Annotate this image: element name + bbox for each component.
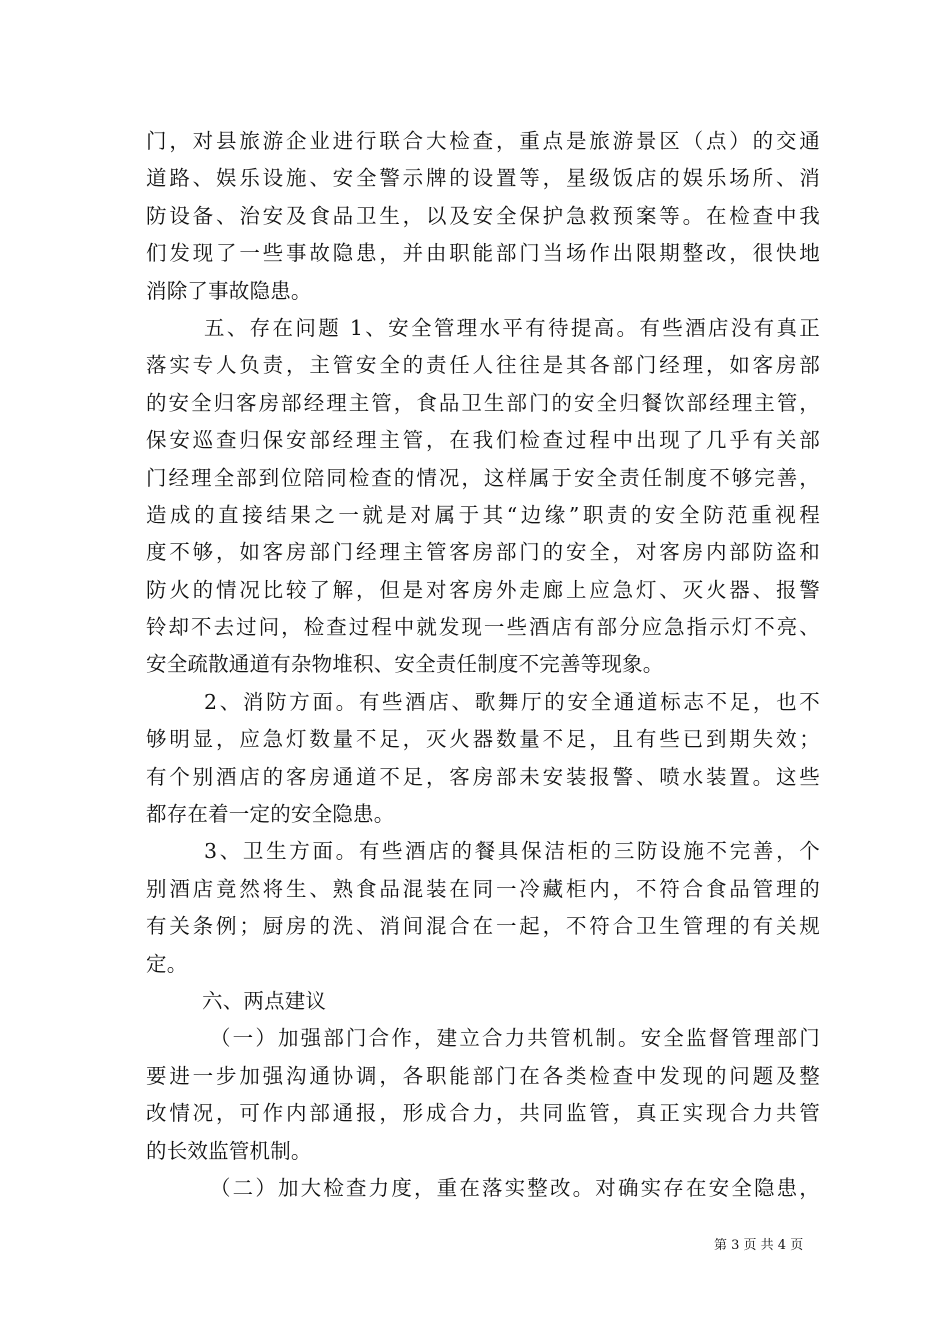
paragraph-line: 度不够，如客房部门经理主管客房部门的安全，对客房内部防盗和 xyxy=(146,540,820,565)
paragraph-line: 防设备、治安及食品卫生，以及安全保护急救预案等。在检查中我 xyxy=(146,203,820,228)
paragraph-line: 改情况，可作内部通报，形成合力，共同监管，真正实现合力共管 xyxy=(146,1101,820,1126)
paragraph-line: （二）加大检查力度，重在落实整改。对确实存在安全隐患， xyxy=(210,1175,820,1200)
paragraph-line: （一）加强部门合作，建立合力共管机制。安全监督管理部门 xyxy=(210,1026,820,1051)
page-number-footer: 第 3 页 共 4 页 xyxy=(714,1238,804,1253)
paragraph-line: 安全疏散通道有杂物堆积、安全责任制度不完善等现象。 xyxy=(146,652,664,677)
paragraph-line: 道路、娱乐设施、安全警示牌的设置等，星级饭店的娱乐场所、消 xyxy=(146,166,820,191)
paragraph-line: 有个别酒店的客房通道不足，客房部未安装报警、喷水装置。这些 xyxy=(146,764,820,789)
paragraph-line: 们发现了一些事故隐患，并由职能部门当场作出限期整改，很快地 xyxy=(146,241,820,266)
paragraph-line: 五、存在问题 1、安全管理水平有待提高。有些酒店没有真正 xyxy=(204,315,820,340)
section-heading: 六、两点建议 xyxy=(202,988,327,1013)
paragraph-line: 都存在着一定的安全隐患。 xyxy=(146,802,395,827)
paragraph-line: 别酒店竟然将生、熟食品混装在同一冷藏柜内，不符合食品管理的 xyxy=(146,876,820,901)
paragraph-line: 2、消防方面。有些酒店、歌舞厅的安全通道标志不足，也不 xyxy=(204,689,820,714)
paragraph-line: 的安全归客房部经理主管，食品卫生部门的安全归餐饮部经理主管， xyxy=(146,390,820,415)
paragraph-line: 定。 xyxy=(146,951,188,976)
paragraph-line: 保安巡查归保安部经理主管，在我们检查过程中出现了几乎有关部 xyxy=(146,428,820,453)
paragraph-line: 的长效监管机制。 xyxy=(146,1138,312,1163)
paragraph-line: 落实专人负责，主管安全的责任人往往是其各部门经理，如客房部 xyxy=(146,353,820,378)
paragraph-line: 造成的直接结果之一就是对属于其“边缘”职责的安全防范重视程 xyxy=(146,502,820,527)
paragraph-line: 消除了事故隐患。 xyxy=(146,278,312,303)
paragraph-line: 有关条例；厨房的洗、消间混合在一起，不符合卫生管理的有关规 xyxy=(146,914,820,939)
paragraph-line: 防火的情况比较了解，但是对客房外走廊上应急灯、灭火器、报警 xyxy=(146,577,820,602)
paragraph-line: 够明显，应急灯数量不足，灭火器数量不足，且有些已到期失效； xyxy=(146,727,820,752)
paragraph-line: 要进一步加强沟通协调，各职能部门在各类检查中发现的问题及整 xyxy=(146,1063,820,1088)
paragraph-line: 门，对县旅游企业进行联合大检查，重点是旅游景区（点）的交通 xyxy=(146,129,820,153)
body-text xyxy=(146,123,820,1207)
paragraph-line: 门经理全部到位陪同检查的情况，这样属于安全责任制度不够完善， xyxy=(146,465,820,490)
paragraph-line: 铃却不去过问，检查过程中就发现一些酒店有部分应急指示灯不亮、 xyxy=(146,615,820,640)
paragraph-line: 3、卫生方面。有些酒店的餐具保洁柜的三防设施不完善，个 xyxy=(204,839,820,864)
